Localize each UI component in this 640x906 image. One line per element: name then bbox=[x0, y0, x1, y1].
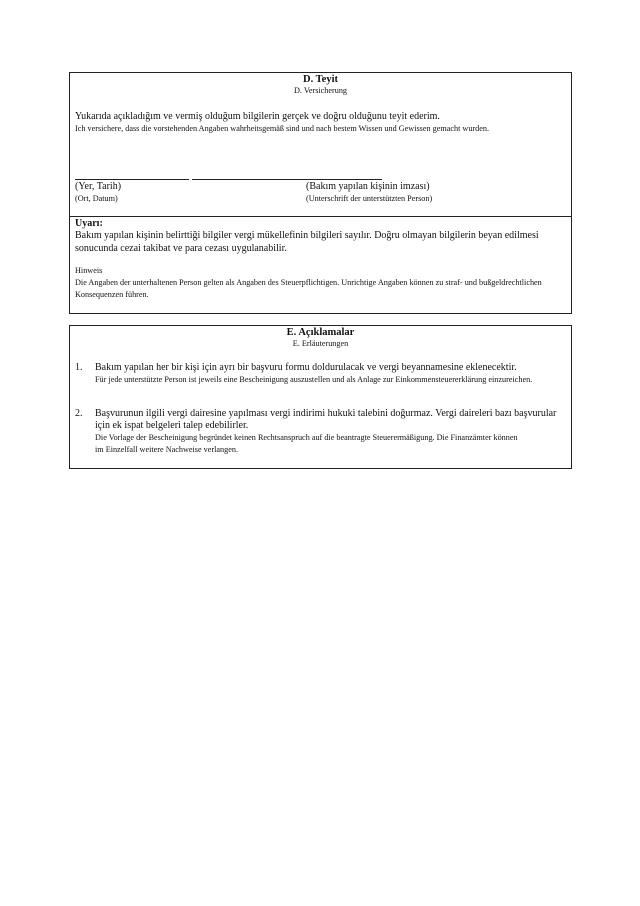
section-e-title: E. Açıklamalar bbox=[286, 327, 355, 338]
list-item-number: 1. bbox=[75, 362, 83, 373]
place-date-label-tr: (Yer, Tarih) bbox=[75, 181, 122, 192]
list-item-text-de: Die Vorlage der Bescheinigung begründet keinen Rechtsanspruch auf die beantragte Steuerermäßigung. Die Finanzämter können im Einzelfall weitere Nachweise verlangen. bbox=[95, 433, 518, 454]
list-item-text-tr: Bakım yapılan her bir kişi için ayrı bir başvuru formu doldurulacak ve vergi beyannamesine eklenecektir. bbox=[95, 362, 517, 373]
hint-title: Hinweis bbox=[75, 266, 103, 275]
section-d-confirmation bbox=[69, 72, 572, 314]
list-item-text-de: Für jede unterstützte Person ist jeweils eine Bescheinigung auszustellen und als Anlage zur Einkommensteuererklärung einzureichen. bbox=[95, 375, 533, 384]
section-d-title: D. Teyit bbox=[302, 74, 338, 85]
list-item-text-tr: Başvurunun ilgili vergi dairesine yapılması vergi indirimi hukuki talebini doğurmaz. Vergi daireleri bazı başvurular için ek ispat belgeleri talep edebilirler. bbox=[95, 408, 557, 431]
place-date-label-de: (Ort, Datum) bbox=[75, 194, 118, 203]
statement-de: Ich versichere, dass die vorstehenden Angaben wahrheitsgemäß sind und nach bestem Wissen und Gewissen gemacht wurden. bbox=[75, 124, 490, 133]
statement-tr: Yukarıda açıkladığım ve vermiş olduğum bilgilerin gerçek ve doğru olduğunu teyit ederim. bbox=[75, 111, 440, 122]
signature-line bbox=[192, 179, 382, 180]
hint-text-de: Die Angaben der unterhaltenen Person gelten als Angaben des Steuerpflichtigen. Unrichtige Angaben können zu straf- und bußgeldrechtlichen Konsequenzen führen. bbox=[75, 278, 542, 299]
section-e-explanations bbox=[69, 325, 572, 469]
section-d-divider bbox=[70, 216, 571, 217]
signature-label-tr: (Bakım yapılan kişinin imzası) bbox=[306, 181, 430, 192]
warning-text-tr: Bakım yapılan kişinin belirttiği bilgiler vergi mükellefinin bilgileri sayılır. Doğru olmayan bilgilerin beyan edilmesi sonucunda cezai takibat ve para cezası uygulanabilir. bbox=[75, 230, 539, 254]
section-e-subtitle: E. Erläuterungen bbox=[292, 339, 349, 348]
list-item-number: 2. bbox=[75, 408, 83, 419]
place-date-line bbox=[75, 179, 189, 180]
warning-title: Uyarı: bbox=[75, 218, 103, 229]
section-d-subtitle: D. Versicherung bbox=[293, 86, 348, 95]
signature-label-de: (Unterschrift der unterstützten Person) bbox=[306, 194, 433, 203]
